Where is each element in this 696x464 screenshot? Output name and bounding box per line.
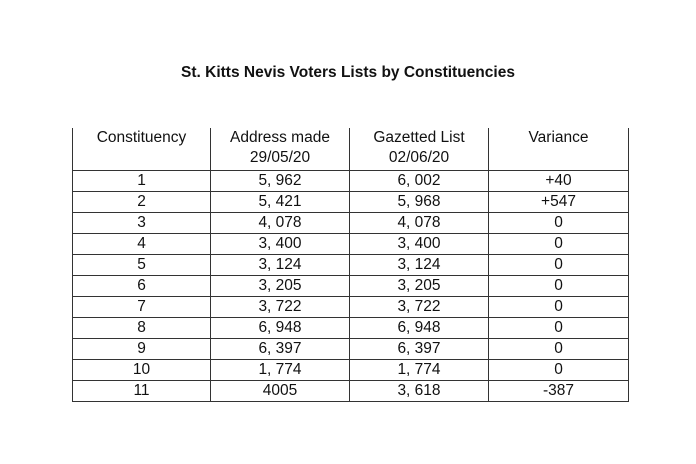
header-line: 29/05/20: [249, 149, 311, 166]
cell-constituency: 6: [73, 276, 211, 297]
cell-address-made: 3, 400: [211, 234, 350, 255]
header-constituency: [73, 128, 211, 171]
cell-address-made: 4005: [211, 381, 350, 402]
header-variance: [489, 128, 629, 171]
cell-gazetted-list: 5, 968: [350, 192, 489, 213]
cell-gazetted-list: 3, 722: [350, 297, 489, 318]
header-line: Constituency: [96, 129, 187, 146]
cell-variance: +547: [489, 192, 629, 213]
table-row: [73, 234, 629, 255]
table-row: [73, 339, 629, 360]
cell-variance: 0: [489, 276, 629, 297]
header-line: Variance: [528, 129, 589, 146]
page-title: St. Kitts Nevis Voters Lists by Constituencies: [181, 64, 515, 81]
table-row: [73, 192, 629, 213]
table-row: [73, 318, 629, 339]
cell-constituency: 10: [73, 360, 211, 381]
cell-address-made: 6, 948: [211, 318, 350, 339]
cell-gazetted-list: 6, 002: [350, 171, 489, 192]
table-header: [73, 128, 629, 171]
cell-variance: 0: [489, 318, 629, 339]
cell-address-made: 3, 124: [211, 255, 350, 276]
cell-gazetted-list: 3, 400: [350, 234, 489, 255]
header-gazetted-list: [350, 128, 489, 171]
cell-constituency: 5: [73, 255, 211, 276]
cell-constituency: 1: [73, 171, 211, 192]
table-row: [73, 381, 629, 402]
cell-constituency: 2: [73, 192, 211, 213]
table-row: [73, 297, 629, 318]
cell-gazetted-list: 3, 124: [350, 255, 489, 276]
table-row: [73, 171, 629, 192]
voters-table: [72, 128, 629, 402]
table-row: [73, 255, 629, 276]
table-body: [73, 171, 629, 402]
cell-variance: 0: [489, 213, 629, 234]
table-row: [73, 360, 629, 381]
cell-variance: 0: [489, 360, 629, 381]
cell-constituency: 7: [73, 297, 211, 318]
cell-gazetted-list: 6, 397: [350, 339, 489, 360]
cell-gazetted-list: 1, 774: [350, 360, 489, 381]
cell-address-made: 3, 205: [211, 276, 350, 297]
cell-constituency: 9: [73, 339, 211, 360]
cell-address-made: 6, 397: [211, 339, 350, 360]
cell-gazetted-list: 3, 618: [350, 381, 489, 402]
cell-constituency: 11: [73, 381, 211, 402]
cell-address-made: 5, 962: [211, 171, 350, 192]
table-row: [73, 276, 629, 297]
cell-variance: +40: [489, 171, 629, 192]
header-address-made: [211, 128, 350, 171]
cell-variance: 0: [489, 297, 629, 318]
cell-address-made: 5, 421: [211, 192, 350, 213]
cell-constituency: 4: [73, 234, 211, 255]
header-line: Address made: [230, 129, 330, 146]
cell-variance: 0: [489, 234, 629, 255]
header-line: Gazetted List: [373, 129, 465, 146]
cell-address-made: 4, 078: [211, 213, 350, 234]
cell-address-made: 1, 774: [211, 360, 350, 381]
table-row: [73, 213, 629, 234]
cell-gazetted-list: 6, 948: [350, 318, 489, 339]
cell-constituency: 8: [73, 318, 211, 339]
header-row: [73, 128, 629, 171]
cell-address-made: 3, 722: [211, 297, 350, 318]
cell-gazetted-list: 4, 078: [350, 213, 489, 234]
cell-constituency: 3: [73, 213, 211, 234]
cell-gazetted-list: 3, 205: [350, 276, 489, 297]
cell-variance: 0: [489, 339, 629, 360]
cell-variance: 0: [489, 255, 629, 276]
cell-variance: -387: [489, 381, 629, 402]
header-line: 02/06/20: [388, 149, 450, 166]
